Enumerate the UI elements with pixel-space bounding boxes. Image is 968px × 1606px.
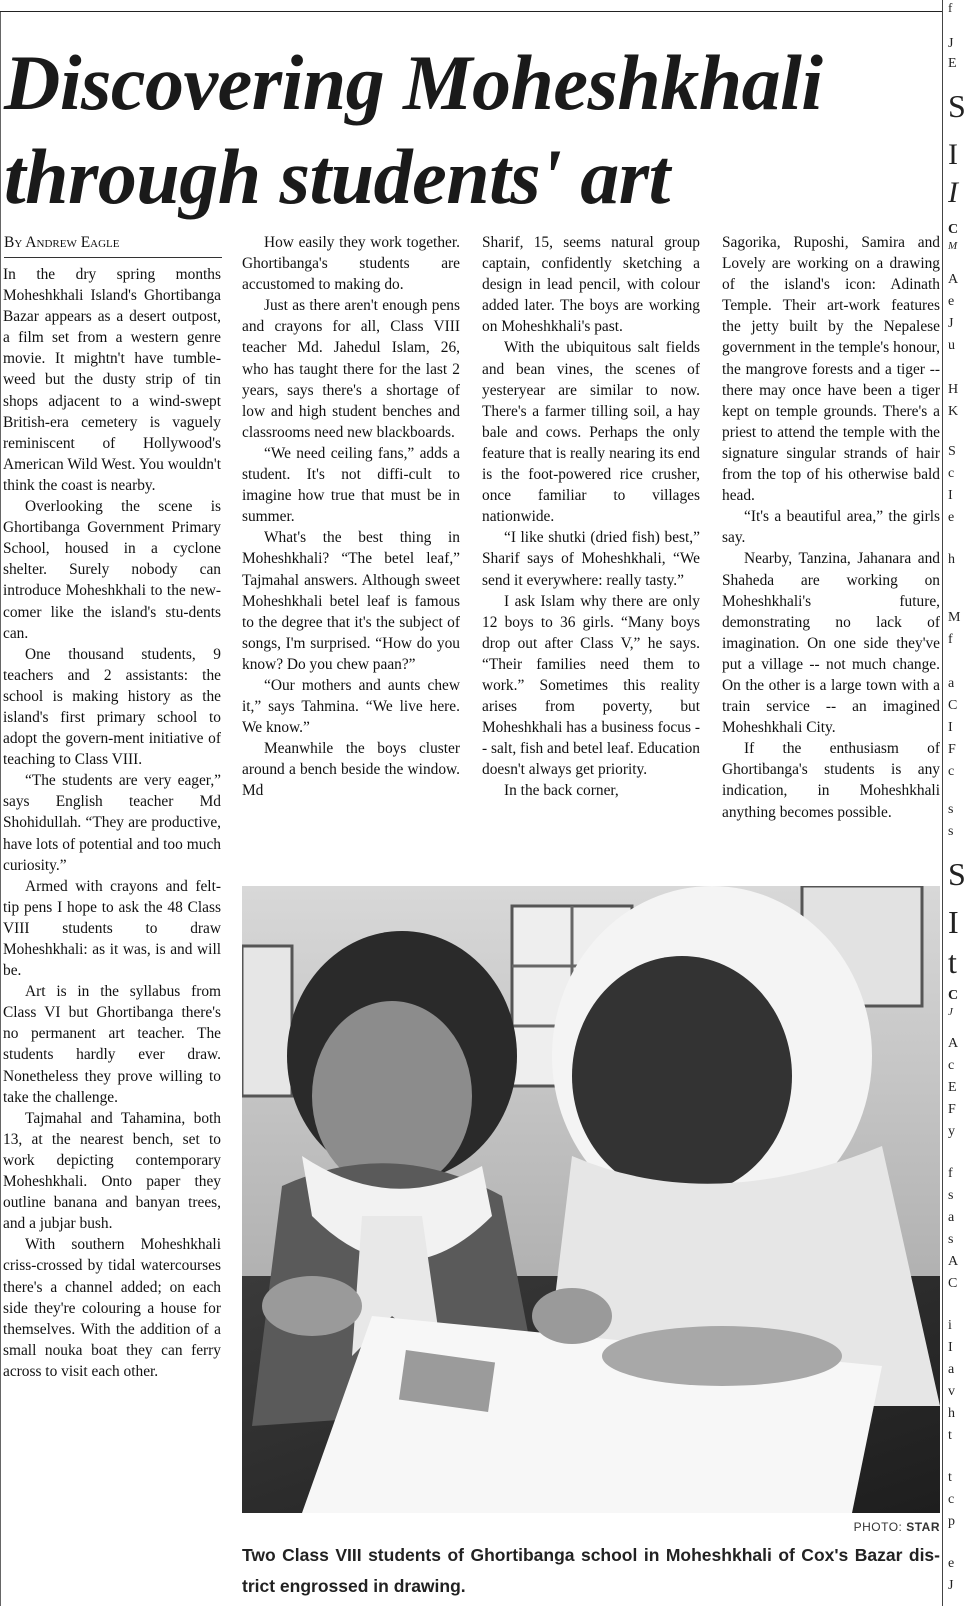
paragraph: In the back corner,	[504, 782, 619, 800]
edge-fragment: C	[948, 1276, 958, 1291]
paragraph: What's the best thing in Moheshkhali? “The betel leaf,” Tajmahal answers. Although sweet Moheshkhali betel leaf is famous to the degree that it's the subject of songs, I'm surprised. “How do you know? Do you chew paan?”	[242, 529, 460, 673]
edge-fragment: e	[948, 294, 955, 309]
edge-fragment: I	[948, 488, 953, 503]
edge-fragment: s	[948, 1232, 954, 1247]
article-column-1	[3, 264, 221, 1604]
paragraph: Meanwhile the boys cluster around a bench beside the window. Md	[242, 740, 460, 800]
edge-fragment: E	[948, 1080, 957, 1095]
top-rule	[0, 11, 942, 12]
paragraph: “It's a beautiful area,” the girls say.	[722, 508, 940, 547]
edge-fragment: S	[948, 444, 956, 459]
edge-fragment: J	[948, 1578, 954, 1593]
paragraph: In the dry spring months Moheshkhali Island's Ghortibanga Bazar appears as a desert outpost, a film set from a western genre movie. It mightn't have tumble-weed but the dusty strip of tin shops adjacent to a wind-swept British-era cemetery is vaguely reminiscent of Hollywood's American Wild West. You wouldn't think the coast is nearby.	[3, 266, 221, 494]
edge-fragment: H	[948, 382, 959, 397]
paragraph: With the ubiquitous salt fields and bean vines, the scenes of yesteryear are similar to now. There's a farmer tilling soil, a hay bale and cows. Perhaps the only feature that is really nearing its end is the foot-powered rice crusher, once familiar to villages nationwide.	[482, 339, 700, 526]
edge-fragment: J	[948, 316, 954, 331]
edge-fragment: u	[948, 338, 955, 353]
article-column-4	[722, 232, 940, 882]
edge-fragment: c	[948, 466, 955, 481]
paragraph: Art is in the syllabus from Class VI but Ghortibanga there's no permanent art teacher. The students hardly ever draw. Nonetheless they prove willing to take the challenge.	[3, 983, 221, 1106]
headline	[4, 36, 934, 224]
column-divider-rule	[942, 0, 943, 1606]
edge-fragment: s	[948, 824, 954, 839]
left-margin-rule	[0, 12, 1, 1606]
edge-fragment: A	[948, 1036, 959, 1051]
paragraph: Sharif, 15, seems natural group captain, confidently sketching a design in lead pencil, with colour added later. The boys are working on Moheshkhali's past.	[482, 234, 700, 336]
headline-line-2: through students' art	[4, 133, 670, 220]
edge-fragment: c	[948, 764, 955, 779]
edge-fragment: C	[948, 698, 958, 713]
paragraph: Just as there aren't enough pens and crayons for all, Class VIII teacher Md. Jahedul Islam, 26, who has taught there for the last 2 years, says there's a shortage of low and high student benches and classrooms need new blackboards.	[242, 297, 460, 441]
edge-fragment: a	[948, 1362, 955, 1377]
edge-fragment: C	[948, 988, 959, 1003]
article-column-2	[242, 232, 460, 882]
edge-fragment: M	[948, 240, 958, 252]
byline: By Andrew Eagle	[4, 233, 222, 258]
edge-fragment: t	[948, 1470, 952, 1485]
edge-fragment: p	[948, 1514, 955, 1529]
article-column-3	[482, 232, 700, 882]
edge-fragment: I	[948, 904, 959, 940]
photo-credit	[620, 1520, 940, 1534]
paragraph: “I like shutki (dried fish) best,” Sharif says of Moheshkhali, “We send it everywhere: really tasty.”	[482, 529, 700, 589]
edge-fragment: A	[948, 1254, 959, 1269]
edge-fragment: f	[948, 1166, 953, 1181]
edge-fragment: h	[948, 1406, 955, 1421]
edge-fragment: t	[948, 944, 957, 980]
paragraph: Sagorika, Ruposhi, Samira and Lovely are working on a drawing of the island's icon: Adinath Temple. Their art-work features the jetty built by the Nepalese government in the temple's honour, the mangrove forests and a tiger -- there may once have been a tiger kept on temple grounds. There's a priest to attend the temple with the signature singular strands of hair from the top of his otherwise bald head.	[722, 234, 940, 505]
edge-fragment: s	[948, 802, 954, 817]
edge-fragment: I	[948, 1340, 953, 1355]
photo-caption: Two Class VIII students of Ghortibanga school in Moheshkhali of Cox's Bazar dis-trict engrossed in drawing.	[242, 1545, 940, 1596]
edge-fragment: I	[948, 138, 958, 171]
paragraph: Armed with crayons and felt-tip pens I hope to ask the 48 Class VIII students to draw Moheshkhali: as it was, is and will be.	[3, 877, 221, 980]
edge-fragment: i	[948, 1318, 952, 1333]
edge-fragment: c	[948, 1058, 955, 1073]
edge-fragment: y	[948, 1124, 955, 1139]
edge-fragment: J	[948, 1006, 953, 1018]
paragraph: “We need ceiling fans,” adds a student. It's not diffi-cult to imagine how true that must be in summer.	[242, 444, 460, 526]
paragraph: If the enthusiasm of Ghortibanga's students is any indication, in Moheshkhali anything becomes possible.	[722, 740, 940, 821]
edge-fragment: e	[948, 1556, 955, 1571]
edge-fragment: C	[948, 222, 959, 237]
edge-fragment: S	[948, 88, 966, 124]
edge-fragment: I	[948, 176, 958, 209]
edge-fragment: t	[948, 1428, 952, 1443]
edge-fragment: E	[948, 56, 957, 71]
edge-fragment: e	[948, 510, 955, 525]
edge-fragment: F	[948, 742, 956, 757]
edge-fragment: F	[948, 1102, 956, 1117]
edge-fragment: J	[948, 36, 954, 51]
edge-fragment: K	[948, 404, 959, 419]
paragraph: Nearby, Tanzina, Jahanara and Shaheda are working on Moheshkhali's future, demonstrating no lack of imagination. On one side they've put a village -- not much change. On the other is a large town with a train service -- an imagined Moheshkhali City.	[722, 550, 940, 737]
paragraph: “Our mothers and aunts chew it,” says Tahmina. “We live here. We know.”	[242, 676, 460, 737]
edge-fragment: f	[948, 632, 953, 647]
students-drawing-photo	[242, 886, 940, 1513]
headline-line-1: Discovering Moheshkhali	[4, 39, 823, 126]
edge-fragment: M	[948, 610, 961, 625]
edge-fragment: c	[948, 1492, 955, 1507]
photo-credit-source: STAR	[906, 1520, 940, 1534]
edge-fragment: A	[948, 272, 959, 287]
photo-illustration	[242, 886, 940, 1513]
paragraph: With southern Moheshkhali criss-crossed by tidal watercourses there's a channel added; on each side they're colouring a house for themselves. With the addition of a small nouka boat they can ferry across to visit each other.	[3, 1236, 221, 1380]
edge-fragment: S	[948, 856, 966, 892]
edge-fragment: v	[948, 1384, 955, 1399]
paragraph: One thousand students, 9 teachers and 2 assistants: the school is making history as the island's first primary school to adopt the govern-ment initiative of teaching to Class VIII.	[3, 645, 221, 769]
edge-fragment: f	[948, 0, 953, 15]
paragraph: Overlooking the scene is Ghortibanga Government Primary School, housed in a cyclone shelter. Surely nobody can introduce Moheshkhali to the new-comer like the island's stu-dents can.	[3, 498, 221, 642]
edge-fragment: I	[948, 720, 953, 735]
edge-fragment: a	[948, 1210, 955, 1225]
paragraph: Tajmahal and Tahamina, both 13, at the nearest bench, set to work depicting contemporary Moheshkhali. Onto paper they outline banana and banyan trees, and a jubjar bush.	[3, 1109, 221, 1233]
paragraph: I ask Islam why there are only 12 boys to 36 girls. “Many boys drop out after Class V,” he says. “Their families need them to work.” Sometimes this reality arises from poverty, but Moheshkhali has a business focus -- salt, fish and betel leaf. Education doesn't always get priority.	[482, 592, 700, 779]
edge-fragment: a	[948, 676, 955, 691]
paragraph: How easily they work together. Ghortibanga's students are accustomed to making do.	[242, 234, 460, 294]
paragraph: “The students are very eager,” says English teacher Md Shohidullah. “They are productive, have lots of potential and too much curiosity.”	[3, 772, 221, 874]
photo-credit-label: PHOTO:	[853, 1520, 903, 1534]
edge-fragment: h	[948, 552, 955, 567]
edge-fragment: s	[948, 1188, 954, 1203]
